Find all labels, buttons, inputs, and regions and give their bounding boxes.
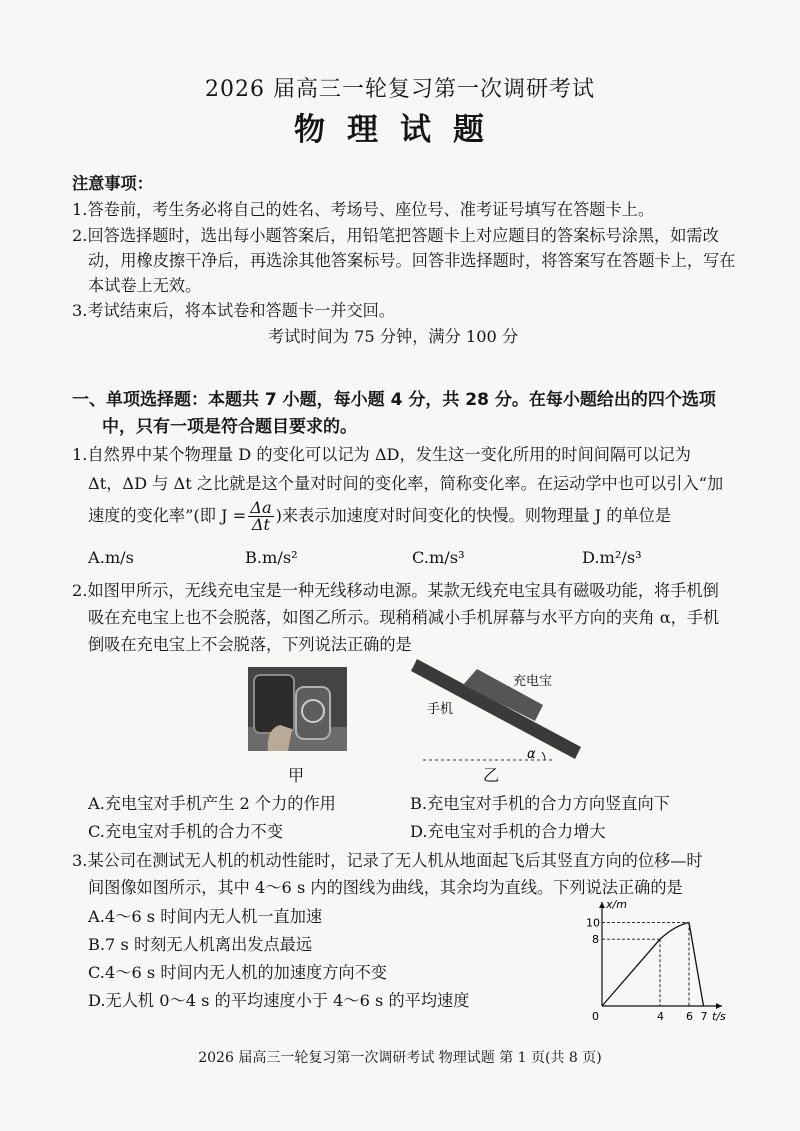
notice-item: 3.考试结束后，将本试卷和答题卡一并交回。 — [72, 301, 396, 320]
series-line — [602, 939, 660, 1006]
y-axis-label: x/m — [606, 898, 627, 911]
q1-stem-formula-line — [88, 500, 671, 533]
q2-option-a: A.充电宝对手机产生 2 个力的作用 — [88, 794, 336, 813]
q1-stem: 1.自然界中某个物理量 D 的变化可以记为 ΔD，发生这一变化所用的时间间隔可以记为 — [72, 445, 691, 464]
q1-stem-part: )来表示加速度对时间变化的快慢。则物理量 J 的单位是 — [275, 506, 672, 525]
section-heading: 一、单项选择题：本题共 7 小题，每小题 4 分，共 28 分。在每小题给出的四个选项 — [72, 390, 716, 410]
q1-option-a: A.m/s — [88, 548, 134, 567]
x-axis-arrow — [716, 1003, 722, 1009]
x-tick-label: 6 — [686, 1010, 693, 1023]
q2-stem: 吸在充电宝上也不会脱落，如图乙所示。现稍稍减小手机屏幕与水平方向的夹角 α，手机 — [88, 608, 720, 627]
q3-option-b: B.7 s 时刻无人机离出发点最远 — [88, 935, 313, 954]
q2-option-d: D.充电宝对手机的合力增大 — [410, 822, 606, 841]
q3-option-a: A.4～6 s 时间内无人机一直加速 — [88, 907, 323, 926]
q2-stem: 2.如图甲所示，无线充电宝是一种无线移动电源。某款无线充电宝具有磁吸功能，将手机倒 — [72, 581, 719, 600]
subject-title: 物理试题 — [294, 112, 506, 148]
y-axis-arrow — [599, 902, 605, 908]
charger-label: 充电宝 — [513, 674, 553, 689]
figure-a-photo — [248, 667, 347, 751]
q2-stem: 倒吸在充电宝上不会脱落，下列说法正确的是 — [88, 635, 412, 654]
section-heading-cont: 中，只有一项是符合题目要求的。 — [102, 417, 357, 437]
angle-label: α — [527, 747, 536, 762]
q1-stem-part: 速度的变化率”(即 J = — [88, 506, 247, 525]
q1-fraction-denominator: Δt — [251, 515, 271, 534]
q1-option-c: C.m/s³ — [412, 548, 465, 567]
exam-title: 2026 届高三一轮复习第一次调研考试 — [205, 77, 595, 102]
x-tick-label: 4 — [657, 1010, 664, 1023]
angle-arc — [542, 752, 545, 760]
q2-option-c: C.充电宝对手机的合力不变 — [88, 822, 284, 841]
q3-option-d: D.无人机 0～4 s 的平均速度小于 4～6 s 的平均速度 — [88, 991, 470, 1010]
y-tick-label: 8 — [592, 933, 599, 947]
q1-stem: Δt，ΔD 与 Δt 之比就是这个量对时间的变化率，简称变化率。在运动学中也可以引入“加 — [88, 474, 724, 493]
q2-option-b: B.充电宝对手机的合力方向竖直向下 — [410, 794, 670, 813]
phone-on-charger-photo — [248, 667, 347, 751]
y-tick-label: 10 — [586, 916, 600, 930]
notice-item: 动，用橡皮擦干净后，再选涂其他答案标号。回答非选择题时，将答案写在答题卡上，写在 — [88, 251, 736, 270]
x-axis-label: t/s — [712, 1010, 726, 1023]
series-line — [689, 923, 704, 1006]
q3-stem: 间图像如图所示，其中 4～6 s 内的图线为曲线，其余均为直线。下列说法正确的是 — [88, 878, 683, 897]
notice-item: 1.答卷前，考生务必将自己的姓名、考场号、座位号、准考证号填写在答题卡上。 — [72, 200, 655, 219]
phone-label: 手机 — [427, 702, 454, 717]
time-note: 考试时间为 75 分钟，满分 100 分 — [268, 327, 519, 346]
page-footer: 2026 届高三一轮复习第一次调研考试 物理试题 第 1 页(共 8 页) — [198, 1050, 602, 1066]
notice-item: 本试卷上无效。 — [88, 276, 202, 295]
figure-a-caption: 甲 — [288, 766, 305, 785]
q1-option-d: D.m²/s³ — [582, 548, 642, 567]
q3-stem: 3.某公司在测试无人机的机动性能时，记录了无人机从地面起飞后其竖直方向的位移—时 — [72, 851, 703, 870]
q1-fraction-numerator: Δa — [250, 498, 272, 517]
figure-b-caption: 乙 — [483, 766, 500, 785]
q1-option-b: B.m/s² — [245, 548, 298, 567]
notice-item: 2.回答选择题时，选出每小题答案后，用铅笔把答题卡上对应题目的答案标号涂黑，如需改 — [72, 226, 719, 245]
q3-xt-chart — [578, 898, 728, 1028]
series-line — [660, 923, 689, 940]
x-tick-label: 7 — [700, 1010, 708, 1023]
q1-fraction — [248, 500, 273, 533]
notice-heading: 注意事项： — [72, 174, 153, 193]
q3-option-c: C.4～6 s 时间内无人机的加速度方向不变 — [88, 963, 387, 982]
x-tick-label: 0 — [592, 1010, 599, 1023]
